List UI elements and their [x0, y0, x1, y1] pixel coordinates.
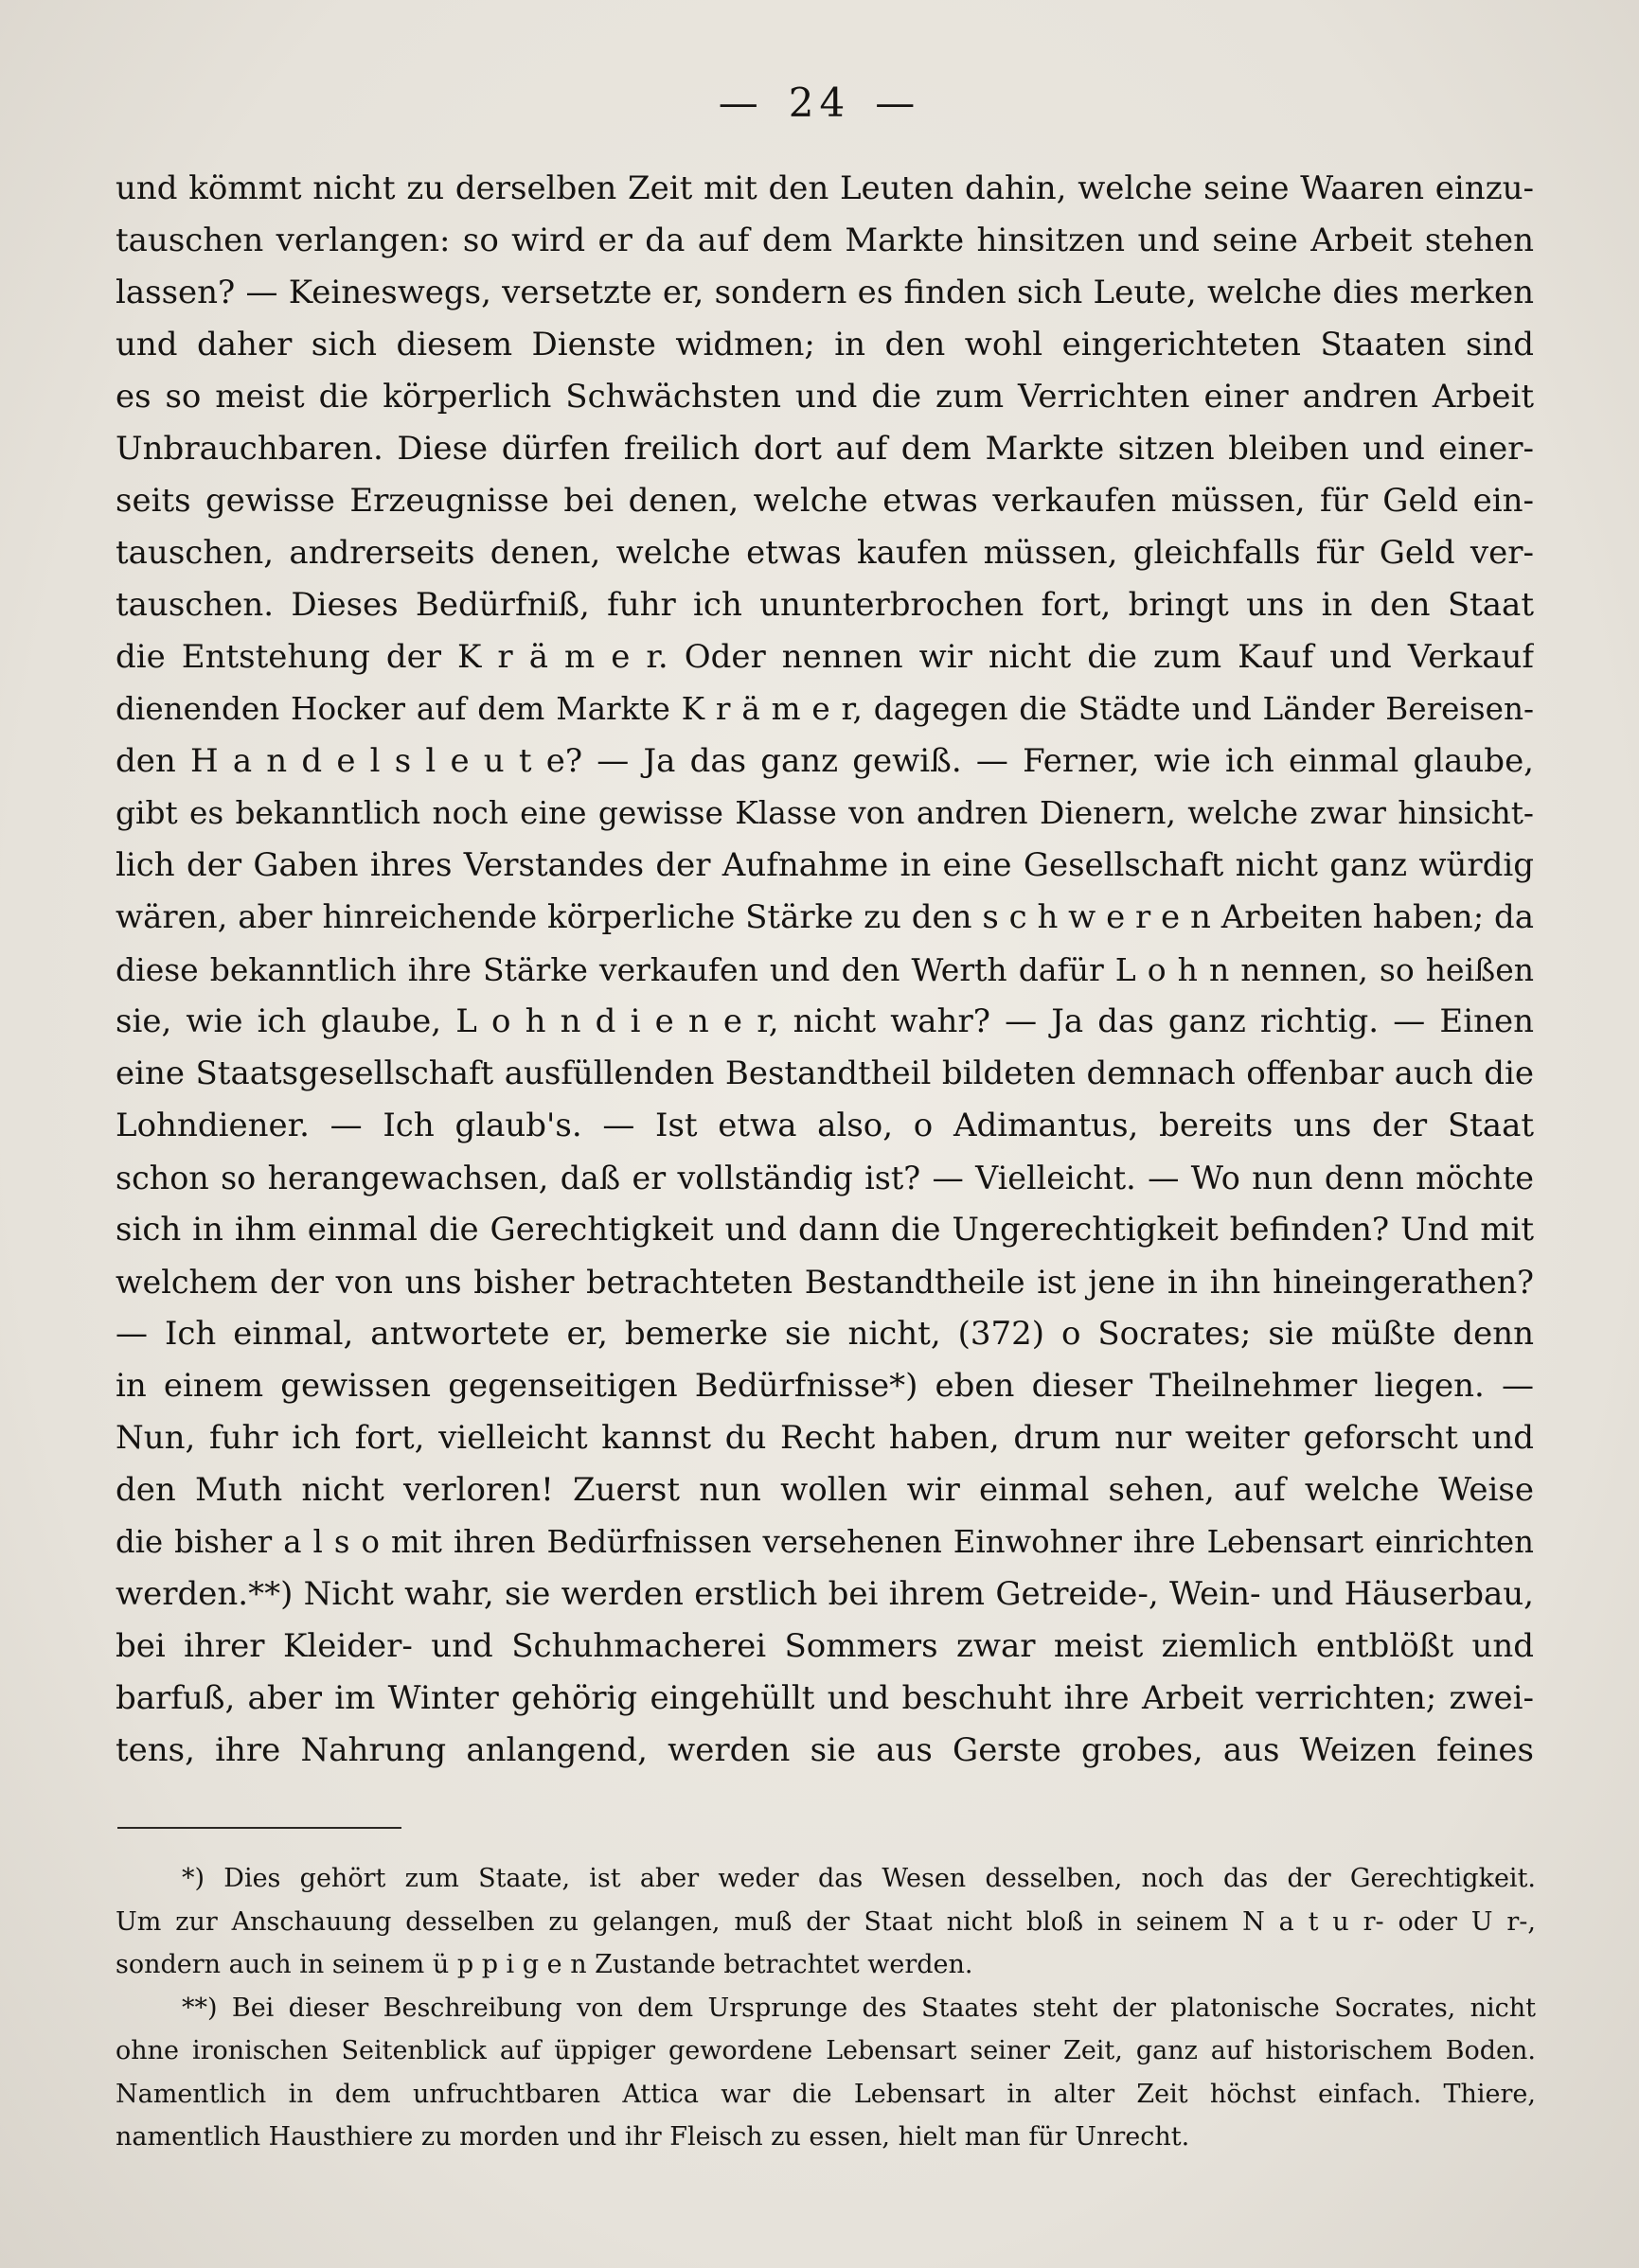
body-text	[116, 163, 1534, 1800]
text-line: gibt es bekanntlich noch eine gewisse Klasse von andren Dienern, welche zwar hinsicht-	[116, 795, 1534, 831]
text-line: es so meist die körperlich Schwächsten und die zum Verrichten einer andren Arbeit	[116, 378, 1534, 416]
text-line: welchem der von uns bisher betrachteten Bestandtheile ist jene in ihn hineingerathen?	[116, 1264, 1534, 1301]
footnote-line: sondern auch in seinem ü p p i g e n Zustande betrachtet werden.	[116, 1950, 973, 1979]
text-line: dienenden Hocker auf dem Markte K r ä m e r, dagegen die Städte und Länder Bereisen-	[116, 691, 1534, 727]
text-line: werden.**) Nicht wahr, sie werden erstlich bei ihrem Getreide-, Wein- und Häuserbau,	[116, 1575, 1534, 1613]
text-line: wären, aber hinreichende körperliche Stärke zu den s c h w e r e n Arbeiten haben; da	[116, 898, 1534, 936]
text-line: tauschen. Dieses Bedürfniß, fuhr ich ununterbrochen fort, bringt uns in den Staat	[116, 586, 1534, 624]
text-line: lich der Gaben ihres Verstandes der Aufnahme in eine Gesellschaft nicht ganz würdig	[116, 846, 1534, 884]
text-line: schon so herangewachsen, daß er vollständig ist? — Vielleicht. — Wo nun denn möchte	[116, 1160, 1534, 1196]
left-dash: —	[718, 80, 764, 126]
footnote-line: Um zur Anschauung desselben zu gelangen, muß der Staat nicht bloß in seinem N a t u r- oder U r-,	[116, 1906, 1536, 1937]
footnote-line: *) Dies gehört zum Staate, ist aber weder das Wesen desselben, noch das der Gerechtigkeit.	[182, 1864, 1536, 1893]
text-line: die Entstehung der K r ä m e r. Oder nennen wir nicht die zum Kauf und Verkauf	[116, 638, 1534, 676]
text-line: Unbrauchbaren. Diese dürfen freilich dort auf dem Markte sitzen bleiben und einer-	[116, 430, 1534, 468]
footnote-line: namentlich Hausthiere zu morden und ihr Fleisch zu essen, hielt man für Unrecht.	[116, 2122, 1190, 2152]
page-number: 24	[788, 80, 851, 126]
text-line: sie, wie ich glaube, L o h n d i e n e r, nicht wahr? — Ja das ganz richtig. — Einen	[116, 1002, 1534, 1040]
footnote-line: Namentlich in dem unfruchtbaren Attica war die Lebensart in alter Zeit höchst einfach. Thiere,	[116, 2079, 1536, 2109]
text-line: und kömmt nicht zu derselben Zeit mit den Leuten dahin, welche seine Waaren einzu-	[116, 169, 1534, 207]
footnotes	[116, 1857, 1536, 2170]
text-line: Lohndiener. — Ich glaub's. — Ist etwa also, o Adimantus, bereits uns der Staat	[116, 1107, 1534, 1144]
text-line: tauschen verlangen: so wird er da auf dem Markte hinsitzen und seine Arbeit stehen	[116, 221, 1534, 259]
text-line: Nun, fuhr ich fort, vielleicht kannst du Recht haben, drum nur weiter geforscht und	[116, 1419, 1534, 1457]
text-line: tauschen, andrerseits denen, welche etwas kaufen müssen, gleichfalls für Geld ver-	[116, 534, 1534, 572]
text-line: diese bekanntlich ihre Stärke verkaufen und den Werth dafür L o h n nennen, so heißen	[116, 951, 1534, 988]
text-line: tens, ihre Nahrung anlangend, werden sie aus Gerste grobes, aus Weizen feines	[116, 1731, 1534, 1769]
text-line: eine Staatsgesellschaft ausfüllenden Bestandtheil bildeten demnach offenbar auch die	[116, 1054, 1534, 1092]
footnote-divider	[117, 1827, 401, 1829]
text-line: barfuß, aber im Winter gehörig eingehüllt und beschuht ihre Arbeit verrichten; zwei-	[116, 1679, 1534, 1717]
footnote-line: ohne ironischen Seitenblick auf üppiger gewordene Lebensart seiner Zeit, ganz auf historischem Boden.	[116, 2036, 1536, 2065]
text-line: — Ich einmal, antwortete er, bemerke sie nicht, (372) o Socrates; sie müßte denn	[116, 1315, 1534, 1353]
text-line: sich in ihm einmal die Gerechtigkeit und dann die Ungerechtigkeit befinden? Und mit	[116, 1211, 1534, 1249]
text-line: den H a n d e l s l e u t e? — Ja das ganz gewiß. — Ferner, wie ich einmal glaube,	[116, 742, 1534, 780]
page-number-header	[0, 80, 1639, 126]
text-line: seits gewisse Erzeugnisse bei denen, welche etwas verkaufen müssen, für Geld ein-	[116, 482, 1534, 520]
right-dash: —	[875, 80, 921, 126]
footnote-line: **) Bei dieser Beschreibung von dem Ursprunge des Staates steht der platonische Socrates, nicht	[182, 1993, 1536, 2023]
text-line: den Muth nicht verloren! Zuerst nun wollen wir einmal sehen, auf welche Weise	[116, 1471, 1534, 1509]
text-line: die bisher a l s o mit ihren Bedürfnissen versehenen Einwohner ihre Lebensart einrichten	[116, 1524, 1534, 1560]
text-line: und daher sich diesem Dienste widmen; in den wohl eingerichteten Staaten sind	[116, 326, 1534, 363]
text-line: lassen? — Keineswegs, versetzte er, sondern es finden sich Leute, welche dies merken	[116, 274, 1534, 311]
text-line: in einem gewissen gegenseitigen Bedürfnisse*) eben dieser Theilnehmer liegen. —	[116, 1367, 1534, 1405]
text-line: bei ihrer Kleider- und Schuhmacherei Sommers zwar meist ziemlich entblößt und	[116, 1627, 1534, 1665]
